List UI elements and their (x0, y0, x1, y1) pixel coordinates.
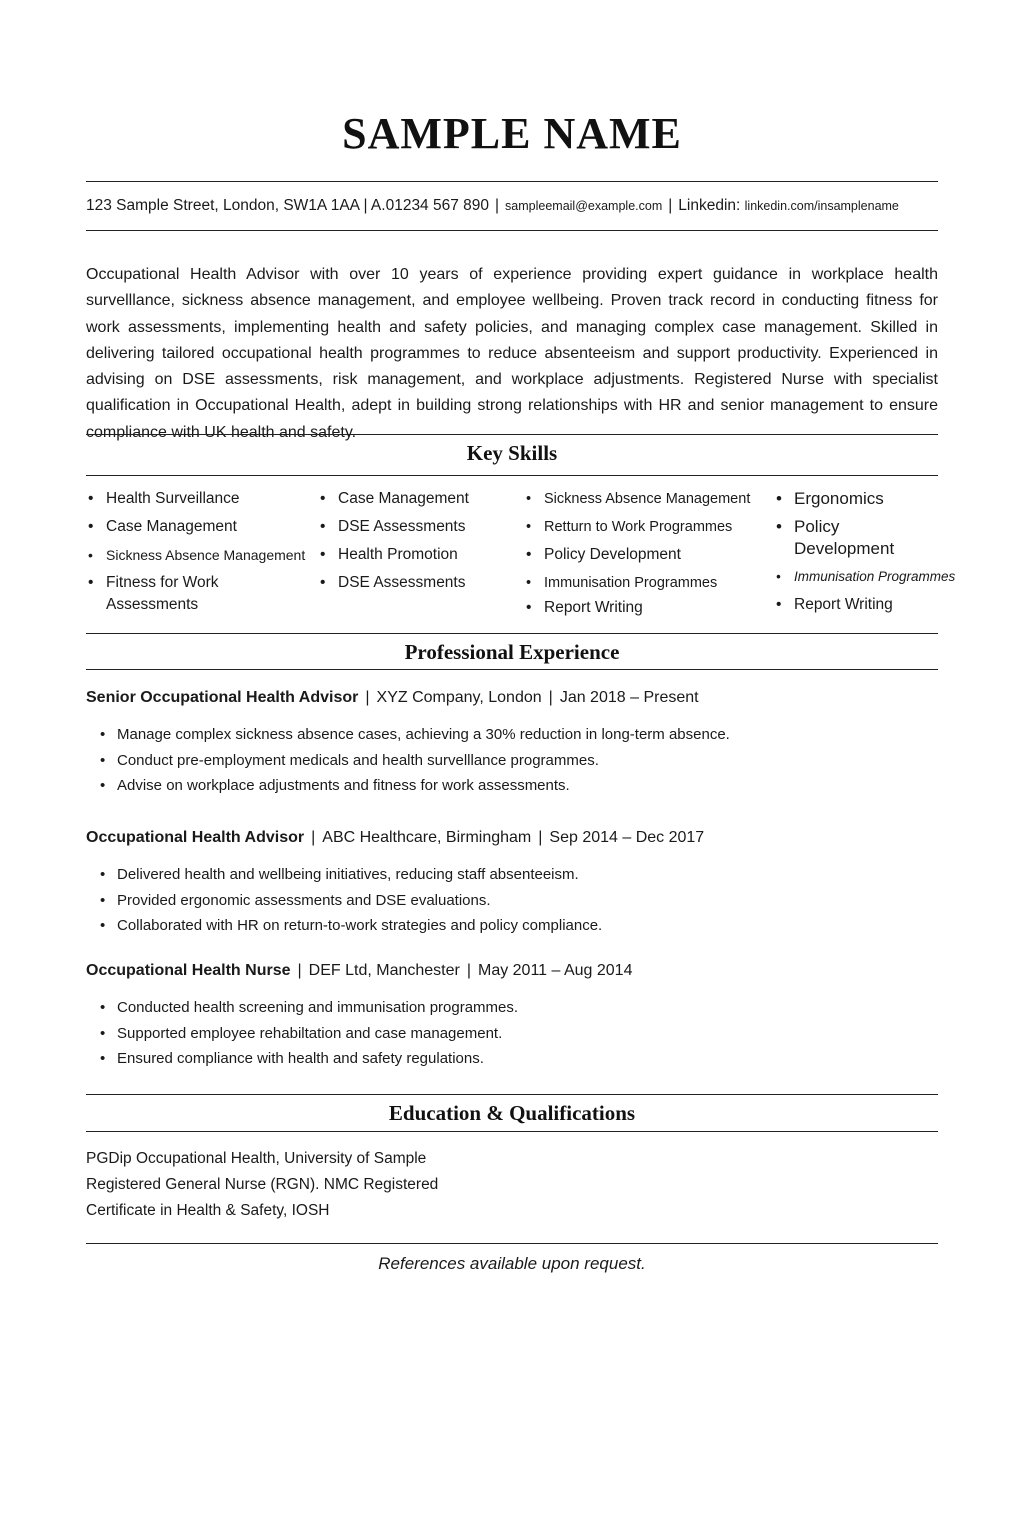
skill-item: • Immunisation Programmes (774, 566, 964, 588)
skill-item: • Report Writing (774, 594, 964, 616)
skill-item: • Sickness Absence Management (524, 488, 764, 510)
job-title: Senior Occupational Health Advisor (86, 689, 359, 706)
divider (86, 633, 938, 634)
separator: | (495, 197, 500, 214)
education-item: PGDip Occupational Health, University of Sample (86, 1150, 427, 1167)
education-item: Registered General Nurse (RGN). NMC Registered (86, 1176, 439, 1193)
skill-item: • Health Promotion (318, 544, 518, 566)
skills-column-2 (318, 488, 518, 600)
skill-item: • Fitness for Work Assessments (86, 572, 304, 616)
divider (86, 1094, 938, 1095)
job-entry (86, 959, 938, 1072)
references-note: References available upon request. (378, 1254, 646, 1273)
job-dates: Jan 2018 – Present (559, 689, 699, 706)
divider (86, 181, 938, 182)
experience-heading: Professional Experience (404, 640, 620, 664)
skill-item: • Case Management (318, 488, 518, 510)
profile-summary: Occupational Health Advisor with over 10 years of experience providing expert guidance in workplace health survelllance, sickness absence management, and employee wellbeing. Proven track record in conducting fitness for work assessments, implementing health and safety policies, and managing complex case management. Skilled in delivering tailored occupational health programmes to reduce absenteeism and support productivity. Experienced in advising on DSE assessments, risk management, and workplace adjustments. Registered Nurse with specialist qualification in Occupational Health, adept in building strong relationships with HR and senior management to ensure compliance with UK health and safety. (86, 266, 938, 441)
job-company: XYZ Company, London (376, 689, 542, 706)
candidate-name: SAMPLE NAME (342, 109, 682, 158)
job-bullets (86, 995, 938, 1072)
separator: | (297, 962, 302, 979)
education-heading: Education & Qualifications (388, 1101, 636, 1125)
job-bullet: • Provided ergonomic assessments and DSE evaluations. (86, 888, 938, 914)
separator: | (365, 689, 370, 706)
separator: | (548, 689, 553, 706)
skill-item: • DSE Assessments (318, 572, 518, 594)
job-entry (86, 826, 938, 939)
separator: | (538, 829, 543, 846)
job-company: ABC Healthcare, Birmingham (322, 829, 532, 846)
job-bullet: • Ensured compliance with health and safety regulations. (86, 1046, 938, 1072)
skill-item: • Ergonomics (774, 488, 964, 510)
job-dates: Sep 2014 – Dec 2017 (549, 829, 705, 846)
separator: | (668, 197, 673, 214)
job-header (86, 959, 938, 983)
divider (86, 1243, 938, 1244)
education-item: Certificate in Health & Safety, IOSH (86, 1202, 330, 1219)
job-bullet: • Delivered health and wellbeing initiatives, reducing staff absenteeism. (86, 862, 938, 888)
divider (86, 434, 938, 435)
linkedin-label: Linkedin: (678, 197, 741, 214)
skill-item: • Sickness Absence Management (86, 544, 304, 566)
job-title: Occupational Health Nurse (86, 962, 291, 979)
skill-item: • Case Management (86, 516, 304, 538)
skill-item: • DSE Assessments (318, 516, 518, 538)
job-dates: May 2011 – Aug 2014 (477, 962, 633, 979)
skill-item: • Immunisation Programmes (524, 572, 764, 594)
job-company: DEF Ltd, Manchester (308, 962, 460, 979)
divider (86, 669, 938, 670)
job-bullet: • Manage complex sickness absence cases, achieving a 30% reduction in long-term absence. (86, 722, 938, 748)
job-bullet: • Supported employee rehabiltation and case management. (86, 1021, 938, 1047)
job-title: Occupational Health Advisor (86, 829, 305, 846)
key-skills-heading: Key Skills (466, 441, 558, 465)
job-bullet: • Advise on workplace adjustments and fitness for work assessments. (86, 773, 938, 799)
skill-item: • Report Writing (524, 597, 764, 619)
linkedin-link[interactable]: linkedin.com/insamplename (744, 199, 899, 213)
skills-column-4 (774, 488, 964, 622)
job-entry (86, 686, 938, 799)
divider (86, 1131, 938, 1132)
skill-item: • Policy Development (524, 544, 764, 566)
job-bullets (86, 722, 938, 799)
job-header (86, 686, 938, 710)
contact-email[interactable]: sampleemail@example.com (505, 199, 663, 213)
resume-page (86, 0, 956, 1536)
job-bullet: • Conduct pre-employment medicals and health survelllance programmes. (86, 748, 938, 774)
separator: | (466, 962, 471, 979)
contact-address-phone: 123 Sample Street, London, SW1A 1AA | A.01234 567 890 (86, 197, 490, 214)
skills-column-1 (86, 488, 304, 622)
job-bullets (86, 862, 938, 939)
divider (86, 230, 938, 231)
divider (86, 475, 938, 476)
skills-column-3 (524, 488, 764, 625)
contact-line (86, 197, 938, 215)
job-bullet: • Conducted health screening and immunisation programmes. (86, 995, 938, 1021)
separator: | (311, 829, 316, 846)
job-header (86, 826, 938, 850)
skill-item: • Health Surveillance (86, 488, 304, 510)
education-list (86, 1146, 438, 1224)
job-bullet: • Collaborated with HR on return-to-work strategies and policy compliance. (86, 913, 938, 939)
skill-item: • Policy Development (774, 516, 914, 560)
skill-item: • Retturn to Work Programmes (524, 516, 764, 538)
